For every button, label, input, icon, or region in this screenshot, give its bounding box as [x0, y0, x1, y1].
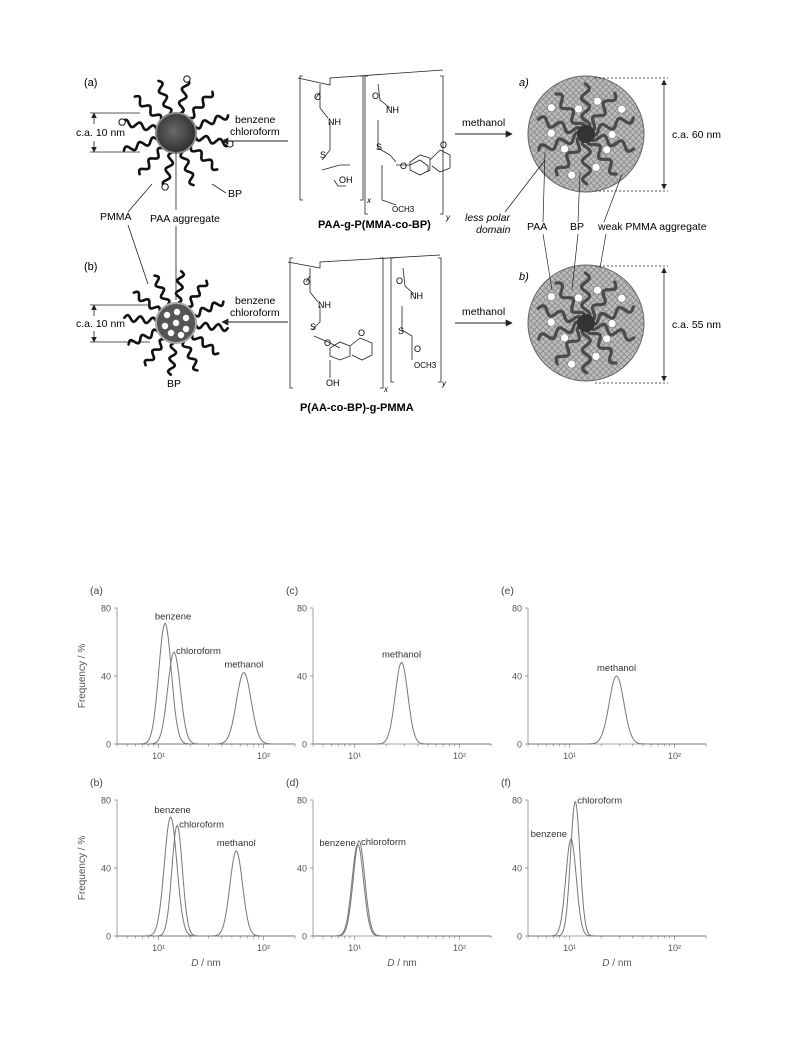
chem-o-a4: O	[440, 140, 448, 150]
methanol-b: methanol	[462, 306, 506, 318]
bp-leader-a	[212, 184, 226, 193]
series-chloroform	[117, 826, 295, 937]
less-polar-line1: less polar	[465, 212, 510, 224]
chem-och3-a: OCH3	[392, 205, 415, 214]
pmma-leader-top	[128, 184, 152, 212]
series-label-methanol: methanol	[224, 659, 264, 671]
x-axis-label: D / nm	[387, 958, 417, 969]
y-axis-label: Frequency / %	[77, 835, 88, 901]
x-tick-label: 10²	[256, 751, 270, 761]
right-a-label: a)	[519, 77, 529, 89]
chem-oh-a: OH	[339, 175, 353, 185]
methanol-a: methanol	[462, 117, 506, 129]
dls-panel-f	[501, 777, 706, 969]
y-tick-label: 0	[301, 931, 307, 942]
x-tick-label: 10¹	[152, 943, 166, 953]
series-benzene	[528, 839, 706, 936]
y-axis-label: Frequency / %	[77, 643, 88, 709]
series-chloroform	[528, 802, 706, 936]
series-label-chloroform: chloroform	[179, 819, 225, 831]
y-tick-label: 40	[296, 671, 307, 682]
chem-och3-b: OCH3	[414, 361, 437, 370]
chem-s-a1: S	[320, 150, 327, 160]
paa-label: PAA	[527, 221, 548, 233]
panel-label: (a)	[90, 585, 103, 597]
series-label-chloroform: chloroform	[577, 795, 623, 807]
x-axis-label: D / nm	[191, 958, 221, 969]
solvent-a-line1: benzene	[235, 114, 276, 126]
series-label-methanol: methanol	[216, 838, 256, 849]
chem-nh-b1: NH	[318, 300, 331, 310]
x-tick-label: 10¹	[563, 751, 577, 761]
y-tick-label: 40	[511, 863, 522, 874]
series-chloroform	[313, 841, 491, 936]
panel-label: (b)	[90, 777, 103, 789]
y-tick-label: 80	[100, 795, 111, 806]
x-tick-label: 10²	[667, 943, 681, 953]
chem-x-b: x	[384, 385, 388, 394]
micelle-scheme	[0, 0, 793, 420]
y-tick-label: 40	[100, 671, 111, 682]
polymer-b-name: P(AA-co-BP)-g-PMMA	[300, 402, 414, 414]
micelle-b-right	[528, 265, 644, 381]
series-benzene	[313, 844, 491, 936]
solvent-a-line2: chloroform	[230, 126, 280, 138]
panel-label: (d)	[286, 777, 299, 789]
chem-nh-a1: NH	[328, 117, 341, 127]
chem-o-a2: O	[372, 91, 380, 101]
y-tick-label: 40	[296, 863, 307, 874]
chem-o-a3: O	[400, 161, 408, 171]
chem-o-a1: O	[314, 92, 322, 102]
polymer-a-name: PAA-g-P(MMA-co-BP)	[318, 219, 431, 231]
series-label-benzene: benzene	[154, 805, 191, 816]
series-chloroform	[117, 652, 295, 744]
pmma-label: PMMA	[100, 211, 132, 223]
x-tick-label: 10²	[256, 943, 270, 953]
micelle-a-right	[528, 76, 644, 192]
series-label-benzene: benzene	[154, 611, 192, 623]
dls-panel-c	[286, 585, 491, 761]
solvent-b-line2: chloroform	[230, 307, 280, 319]
x-tick-label: 10¹	[152, 751, 166, 761]
x-tick-label: 10¹	[563, 943, 577, 953]
panel-a-label: (a)	[84, 77, 98, 89]
chem-y-a: y	[446, 213, 450, 222]
chem-o-b1: O	[303, 277, 311, 287]
series-label-chloroform: chloroform	[361, 836, 406, 848]
bp-label-b: BP	[167, 378, 182, 390]
chem-s-b1: S	[310, 322, 317, 332]
chem-o-b4: O	[358, 328, 366, 338]
y-tick-label: 0	[301, 739, 307, 750]
y-tick-label: 0	[516, 739, 522, 750]
chem-oh-b: OH	[326, 378, 340, 388]
less-polar-line2: domain	[476, 224, 511, 236]
series-benzene	[117, 817, 295, 936]
series-label-methanol: methanol	[596, 663, 637, 674]
right-b-label: b)	[519, 271, 529, 283]
y-tick-label: 80	[296, 795, 307, 806]
series-label-benzene: benzene	[319, 838, 356, 850]
series-benzene	[117, 623, 295, 744]
size-label-b-left: c.a. 10 nm	[76, 318, 126, 330]
size-label-a-left: c.a. 10 nm	[76, 127, 126, 139]
panel-label: (e)	[501, 585, 514, 597]
chem-nh-a2: NH	[386, 105, 399, 115]
chem-x-a: x	[367, 196, 371, 205]
paa-aggregate-label: PAA aggregate	[150, 213, 220, 225]
chem-y-b: y	[442, 379, 446, 388]
panel-label: (c)	[286, 585, 299, 597]
size-label-b-right: c.a. 55 nm	[672, 319, 722, 331]
chem-s-b2: S	[398, 326, 405, 336]
series-label-methanol: methanol	[381, 649, 422, 661]
x-axis-label: D / nm	[602, 958, 632, 969]
panel-b-label: (b)	[84, 261, 98, 273]
y-tick-label: 0	[516, 931, 522, 942]
series-label-chloroform: chloroform	[176, 646, 221, 658]
x-tick-label: 10²	[452, 751, 466, 761]
series-methanol	[117, 851, 295, 936]
solvent-b-line1: benzene	[235, 295, 276, 307]
x-tick-label: 10¹	[348, 751, 362, 761]
series-methanol	[528, 676, 706, 744]
dls-distribution-plots	[0, 560, 793, 1000]
weak-pmma-label: weak PMMA aggregate	[598, 221, 707, 233]
chem-s-a2: S	[376, 142, 383, 152]
x-tick-label: 10¹	[348, 943, 362, 953]
y-tick-label: 80	[511, 603, 522, 614]
dls-panel-e	[501, 585, 706, 761]
dls-panel-a	[77, 585, 295, 761]
x-tick-label: 10²	[452, 943, 466, 953]
series-methanol	[117, 673, 295, 744]
chem-o-b2: O	[396, 276, 404, 286]
dls-panel-d	[286, 777, 491, 969]
chem-o-b3: O	[324, 338, 332, 348]
size-label-a-right: c.a. 60 nm	[672, 129, 722, 141]
y-tick-label: 80	[296, 603, 307, 614]
y-tick-label: 0	[105, 931, 111, 942]
dls-panel-b	[77, 777, 295, 969]
pmma-leader-bottom	[128, 225, 148, 284]
y-tick-label: 80	[100, 603, 111, 614]
series-methanol	[313, 663, 491, 745]
chem-nh-b2: NH	[410, 291, 423, 301]
series-label-benzene: benzene	[530, 829, 568, 841]
y-tick-label: 40	[511, 671, 522, 682]
y-tick-label: 0	[105, 739, 111, 750]
bp-label-a: BP	[228, 188, 243, 200]
panel-label: (f)	[501, 777, 511, 789]
less-polar-leader	[505, 160, 545, 212]
y-tick-label: 40	[100, 863, 111, 874]
y-tick-label: 80	[511, 795, 522, 806]
bp-label-mid: BP	[570, 221, 585, 233]
chem-o-b5: O	[414, 344, 422, 354]
x-tick-label: 10²	[667, 751, 681, 761]
